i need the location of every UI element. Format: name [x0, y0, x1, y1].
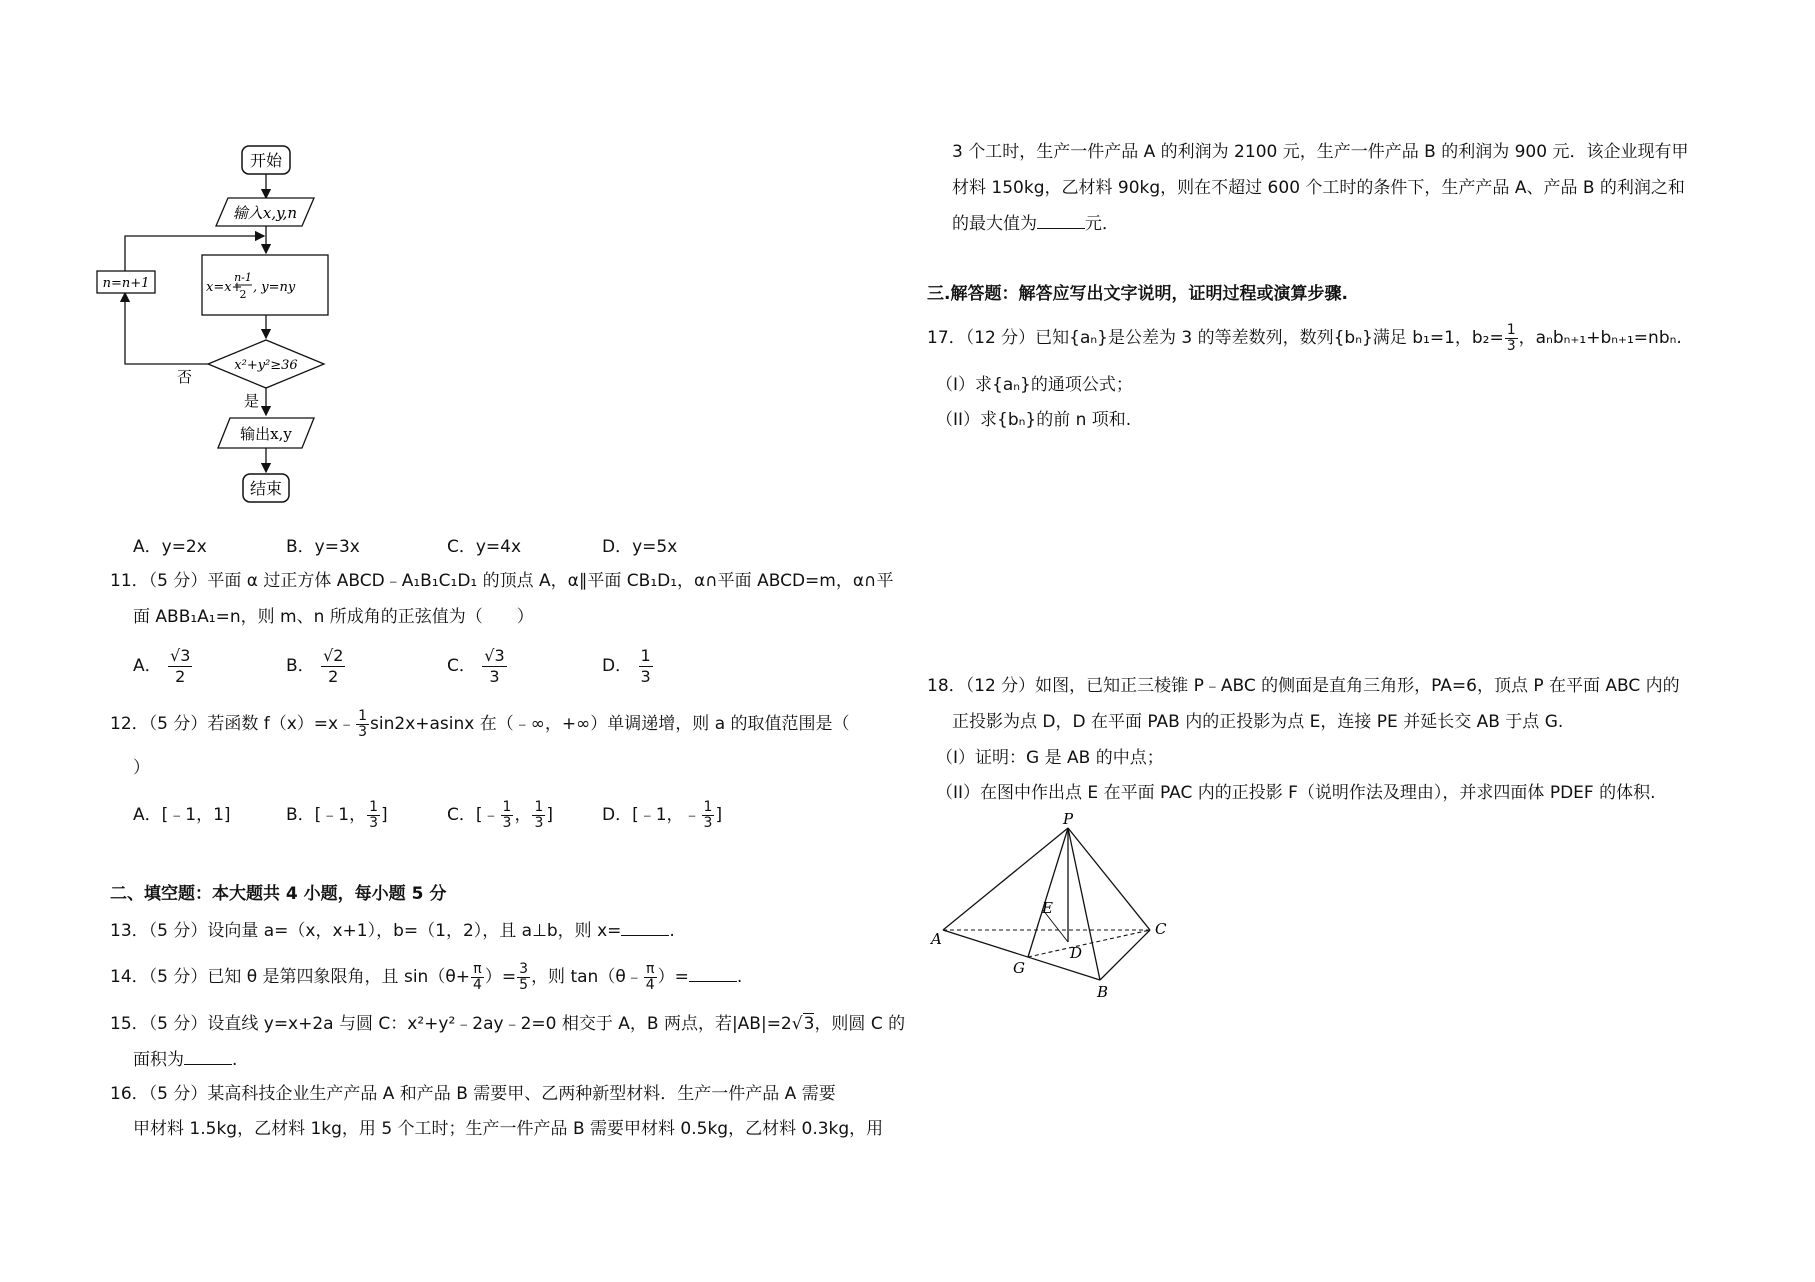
q11-option-c: [447, 644, 508, 688]
q12-c-pre: C．[﹣: [447, 805, 500, 825]
flow-process-x: x=x+: [206, 280, 243, 295]
label-e: E: [1042, 899, 1053, 917]
q17-line1-pre: 17．（12 分）已知{aₙ}是公差为 3 的等差数列，数列{bₙ}满足 b₁=1，b₂=: [927, 328, 1504, 348]
q11-option-b: [286, 644, 346, 688]
q12-c-fraction2: [532, 800, 545, 831]
q17-line1-post: ，aₙbₙ₊₁+bₙ₊₁=nbₙ.: [1518, 328, 1682, 348]
q12-option-c: [447, 795, 553, 835]
q12-d-pre: D．[﹣1，﹣: [602, 805, 701, 825]
flow-yes-label: 是: [244, 392, 260, 410]
q17-line1: [927, 318, 1682, 358]
label-c: C: [1155, 920, 1167, 938]
q18-line1: 18．（12 分）如图，已知正三棱锥 P﹣ABC 的侧面是直角三角形，PA=6，顶点 P 在平面 ABC 内的: [927, 676, 1680, 696]
q17-fraction: [1505, 323, 1518, 354]
q18-part2: （II）在图中作出点 E 在平面 PAC 内的正投影 F（说明作法及理由），并求四面体 PDEF 的体积.: [936, 783, 1656, 803]
q11-line2: 面 ABB₁A₁=n，则 m、n 所成角的正弦值为（ ）: [133, 607, 534, 627]
q15-line2: 面积为 .: [133, 1050, 238, 1070]
q11-d-label: D．: [602, 656, 633, 676]
q14-f3-num: π: [644, 962, 657, 978]
q12-option-a: A．[﹣1，1]: [133, 805, 231, 825]
q11-a-fraction: [168, 646, 192, 687]
q14-f2-den: 5: [519, 976, 529, 993]
q15-line2-text: 面积为: [133, 1050, 184, 1070]
q12-c-num2: 1: [534, 798, 544, 815]
q17-part1: （I）求{aₙ}的通项公式；: [936, 375, 1133, 395]
q12-line1-pre: 12．（5 分）若函数 f（x）=x﹣: [110, 714, 356, 734]
q12-d-num: 1: [703, 798, 713, 815]
q15-line1: [110, 1013, 905, 1035]
q11-c-fraction: [482, 646, 506, 687]
q15-answer-blank: [184, 1050, 232, 1065]
q11-b-label: B．: [286, 656, 315, 676]
q17-part2: （II）求{bₙ}的前 n 项和.: [936, 410, 1132, 430]
label-b: B: [1097, 983, 1109, 1001]
q14-mid2: ，则 tan（θ﹣: [531, 967, 643, 987]
q15-line1-pre: 15．（5 分）设直线 y=x+2a 与圆 C：x²+y²﹣2ay﹣2=0 相交于 A，B 两点，若|AB|=2: [110, 1014, 792, 1034]
q16-line5-post: 元．: [1085, 214, 1119, 234]
q11-d-num: 1: [640, 645, 651, 665]
flow-input-label: 输入x,y,n: [232, 204, 298, 222]
section-3-title: 三.解答题：解答应写出文字说明，证明过程或演算步骤.: [927, 284, 1348, 304]
q18-line2: 正投影为点 D，D 在平面 PAB 内的正投影为点 E，连接 PE 并延长交 AB 于点 G.: [952, 712, 1564, 732]
q14-answer-blank: [689, 967, 737, 982]
q16-line5: [952, 213, 1119, 235]
q11-a-den: 2: [175, 666, 186, 686]
q12-b-post: ]: [381, 805, 388, 825]
flow-process-frac-num: n-1: [234, 271, 252, 284]
q10-option-c: C．y=4x: [447, 537, 522, 557]
q17-frac-num: 1: [1506, 321, 1516, 338]
flow-start-label: 开始: [249, 151, 283, 170]
q11-d-fraction: [639, 646, 653, 687]
q16-line3: 3 个工时，生产一件产品 A 的利润为 2100 元，生产一件产品 B 的利润为 900 元．该企业现有甲: [952, 142, 1689, 162]
q10-option-b: B．y=3x: [286, 537, 360, 557]
q12-b-fraction: [367, 800, 380, 831]
q16-line2: 甲材料 1.5kg，乙材料 1kg，用 5 个工时；生产一件产品 B 需要甲材料 0.5kg，乙材料 0.3kg，用: [133, 1119, 884, 1139]
right-column: [920, 0, 1815, 1282]
q12-b-pre: B．[﹣1，: [286, 805, 367, 825]
label-g: G: [1013, 959, 1025, 977]
label-a: A: [931, 930, 942, 948]
q14-frac2: [517, 962, 530, 993]
q15-sqrt-sign: √: [791, 1014, 803, 1034]
section-2-title: 二、填空题：本大题共 4 小题，每小题 5 分: [110, 884, 447, 904]
q12-c-fraction1: [501, 800, 514, 831]
q14-pre: 14．（5 分）已知 θ 是第四象限角，且 sin（θ+: [110, 967, 470, 987]
q17-frac-den: 3: [1506, 337, 1516, 354]
q12-d-fraction: [702, 800, 715, 831]
question-13: 13．（5 分）设向量 a=（x，x+1），b=（1，2），且 a⊥b，则 x= .: [110, 921, 675, 941]
q10-option-d: D．y=5x: [602, 537, 678, 557]
q11-option-a: [133, 644, 193, 688]
q11-a-num: √3: [170, 645, 191, 665]
q16-answer-blank: [1037, 214, 1085, 229]
q18-part1: （I）证明：G 是 AB 的中点；: [936, 748, 1164, 768]
q15-line1-post: ，则圆 C 的: [814, 1014, 906, 1034]
question-14: 14．（5 分）已知 θ 是第四象限角，且 sin（θ+ $\frac{\pi}{4}$ ）= $\frac{3}{5}$ ，则 tan（θ﹣ $\frac{\pi}{4}$ ）= .: [110, 960, 743, 993]
q12-line1-post: sin2x+asinx 在（﹣∞，+∞）单调递增，则 a 的取值范围是（: [370, 714, 850, 734]
q10-option-a: A．y=2x: [133, 537, 207, 557]
q11-c-den: 3: [489, 666, 500, 686]
q12-c-post: ]: [546, 805, 553, 825]
flow-end-label: 结束: [249, 479, 283, 498]
flow-process-frac-den: 2: [239, 288, 247, 301]
q14-f1-den: 4: [472, 976, 482, 993]
q11-b-fraction: [321, 646, 345, 687]
flow-process-y: , y=ny: [253, 280, 296, 295]
q12-d-den: 3: [703, 814, 713, 831]
q14-f3-den: 4: [645, 976, 655, 993]
q16-line1: 16．（5 分）某高科技企业生产产品 A 和产品 B 需要甲、乙两种新型材料．生产一件产品 A 需要: [110, 1084, 836, 1104]
flow-condition-label: x²+y²≥36: [234, 358, 298, 373]
q15-sqrt-value: 3: [803, 1014, 815, 1034]
flow-increment-label: n=n+1: [102, 276, 150, 291]
q14-mid1: ）=: [484, 967, 517, 987]
q12-c-num: 1: [502, 798, 512, 815]
q14-frac3: [644, 962, 657, 993]
q11-b-num: √2: [323, 645, 344, 665]
q11-d-den: 3: [640, 666, 651, 686]
q12-c-mid: ，: [514, 805, 532, 825]
q14-post: ）=: [657, 967, 689, 987]
q12-fraction: [356, 709, 369, 740]
label-p: P: [1063, 810, 1074, 828]
q12-line2: ）: [133, 758, 150, 778]
q12-c-den: 3: [502, 814, 512, 831]
q11-c-label: C．: [447, 656, 476, 676]
q12-frac-num: 1: [358, 707, 368, 724]
q16-line4: 材料 150kg，乙材料 90kg，则在不超过 600 个工时的条件下，生产产品 A、产品 B 的利润之和: [952, 178, 1685, 198]
q12-c-den2: 3: [534, 814, 544, 831]
q12-option-d: [602, 795, 722, 835]
q14-f1-num: π: [471, 962, 484, 978]
q13-answer-blank: [621, 921, 669, 936]
flow-no-label: 否: [177, 368, 193, 386]
q14-f2-num: 3: [519, 960, 529, 977]
label-d: D: [1070, 944, 1083, 962]
q13-text: 13．（5 分）设向量 a=（x，x+1），b=（1，2），且 a⊥b，则 x=: [110, 921, 622, 941]
q12-b-den: 3: [369, 814, 379, 831]
q12-line1: [110, 704, 850, 744]
q14-frac1: [471, 962, 484, 993]
q12-d-post: ]: [715, 805, 723, 825]
q11-option-d: [602, 644, 654, 688]
q11-c-num: √3: [484, 645, 505, 665]
q11-a-label: A．: [133, 656, 162, 676]
flow-output-label: 输出x,y: [240, 425, 292, 443]
q12-b-num: 1: [369, 798, 379, 815]
flowchart: [80, 110, 500, 550]
pyramid-figure: [925, 810, 1185, 1010]
q12-option-b: [286, 795, 388, 835]
q11-line1: 11．（5 分）平面 α 过正方体 ABCD﹣A₁B₁C₁D₁ 的顶点 A，α∥平面 CB₁D₁，α∩平面 ABCD=m，α∩平: [110, 571, 894, 591]
q16-line5-pre: 的最大值为: [952, 214, 1037, 234]
q11-b-den: 2: [328, 666, 339, 686]
q12-frac-den: 3: [358, 723, 368, 740]
